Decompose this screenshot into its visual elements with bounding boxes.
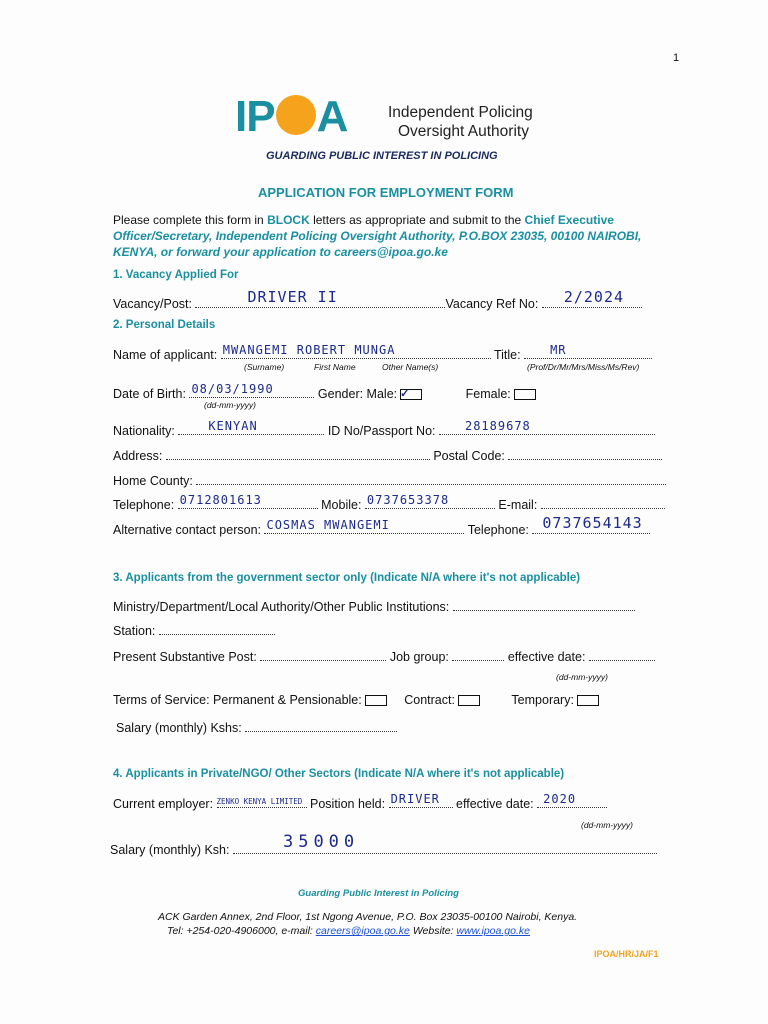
mobile-field[interactable]: 0737653378 <box>365 495 495 509</box>
gov-salary-row: Salary (monthly) Kshs: <box>116 718 397 735</box>
home-county-field[interactable] <box>196 471 666 485</box>
private-salary-row: Salary (monthly) Ksh: 35000 <box>110 840 657 857</box>
nationality-row: Nationality: KENYAN ID No/Passport No: 28189678 <box>113 421 655 438</box>
county-row: Home County: <box>113 471 666 488</box>
dob-hint: (dd-mm-yyyy) <box>204 400 256 410</box>
vacancy-ref-field[interactable]: 2/2024 <box>542 294 642 308</box>
private-salary-field[interactable]: 35000 <box>233 840 657 854</box>
ministry-field[interactable] <box>453 597 635 611</box>
female-checkbox[interactable] <box>514 389 536 400</box>
dob-field[interactable]: 08/03/1990 <box>189 384 314 398</box>
employer-field[interactable]: ZENKO KENYA LIMITED <box>217 794 307 808</box>
section4-heading: 4. Applicants in Private/NGO/ Other Sectors (Indicate N/A where it's not applicable) <box>113 768 565 780</box>
nationality-field[interactable]: KENYAN <box>178 421 324 435</box>
alt-contact-field[interactable]: COSMAS MWANGEMI <box>264 520 464 534</box>
terms-row: Terms of Service: Permanent & Pensionable: Contract: Temporary: <box>113 693 599 707</box>
first-name-hint: First Name <box>314 362 356 372</box>
vacancy-row: Vacancy/Post: DRIVER II Vacancy Ref No: 2/2024 <box>113 294 642 311</box>
gov-salary-field[interactable] <box>245 718 397 732</box>
station-row: Station: <box>113 621 275 638</box>
telephone-row: Telephone: 0712801613 Mobile: 0737653378 E-mail: <box>113 495 665 512</box>
permanent-checkbox[interactable] <box>365 695 387 706</box>
section2-heading: 2. Personal Details <box>113 319 216 331</box>
substantive-post-field[interactable] <box>260 647 386 661</box>
job-group-field[interactable] <box>452 647 504 661</box>
private-date-hint: (dd-mm-yyyy) <box>581 820 633 830</box>
dob-row: Date of Birth: 08/03/1990 Gender: Male: ✓ Female: <box>113 384 536 401</box>
title-hint: (Prof/Dr/Mr/Mrs/Miss/Ms/Rev) <box>527 362 640 372</box>
station-field[interactable] <box>159 621 275 635</box>
page-number: 1 <box>673 52 680 64</box>
footer-email-link[interactable]: careers@ipoa.go.ke <box>315 925 410 937</box>
vacancy-field[interactable]: DRIVER II <box>195 294 445 308</box>
footer-tagline: Guarding Public Interest in Policing <box>298 888 459 899</box>
name-row: Name of applicant: MWANGEMI ROBERT MUNGA Title: MR <box>113 345 652 362</box>
telephone-field[interactable]: 0712801613 <box>178 495 318 509</box>
form-title: APPLICATION FOR EMPLOYMENT FORM <box>258 185 514 200</box>
post-row: Present Substantive Post: Job group: effective date: <box>113 647 655 664</box>
gov-effective-date-field[interactable] <box>589 647 655 661</box>
title-field[interactable]: MR <box>524 345 652 359</box>
footer-contact: Tel: +254-020-4906000, e-mail: careers@ipoa.go.ke Website: www.ipoa.go.ke <box>167 925 530 937</box>
address-row: Address: Postal Code: <box>113 446 662 463</box>
address-field[interactable] <box>166 446 430 460</box>
gov-date-hint: (dd-mm-yyyy) <box>556 672 608 682</box>
logo-tagline: GUARDING PUBLIC INTEREST IN POLICING <box>266 150 498 162</box>
other-name-hint: Other Name(s) <box>382 362 439 372</box>
intro-text: Please complete this form in BLOCK letters as appropriate and submit to the Chief Executive Officer/Secretary, Independent Policing Oversight Authority, P.O.BOX 23035, 00100 NAIROBI, KENYA, or forward your application to careers@ipoa.go.ke <box>113 213 642 259</box>
employer-row: Current employer: ZENKO KENYA LIMITED Position held: DRIVER effective date: 2020 <box>113 794 607 811</box>
section3-heading: 3. Applicants from the government sector only (Indicate N/A where it's not applicable) <box>113 572 581 584</box>
alt-telephone-field[interactable]: 0737654143 <box>532 520 650 534</box>
contract-checkbox[interactable] <box>458 695 480 706</box>
sun-icon <box>276 95 316 135</box>
footer-website-link[interactable]: www.ipoa.go.ke <box>456 925 530 937</box>
id-field[interactable]: 28189678 <box>439 421 655 435</box>
org-name: Independent Policing Oversight Authority <box>388 104 533 140</box>
section1-heading: 1. Vacancy Applied For <box>113 269 239 281</box>
surname-hint: (Surname) <box>244 362 285 372</box>
ipoa-logo: IP A <box>235 92 349 141</box>
email-field[interactable] <box>541 495 665 509</box>
form-code: IPOA/HR/JA/F1 <box>594 949 659 959</box>
position-field[interactable]: DRIVER <box>389 794 453 808</box>
ministry-row: Ministry/Department/Local Authority/Other Public Institutions: <box>113 597 635 614</box>
name-field[interactable]: MWANGEMI ROBERT MUNGA <box>221 345 491 359</box>
temporary-checkbox[interactable] <box>577 695 599 706</box>
footer-address: ACK Garden Annex, 2nd Floor, 1st Ngong Avenue, P.O. Box 23035-00100 Nairobi, Kenya. <box>158 911 578 923</box>
male-checkbox[interactable]: ✓ <box>400 389 422 400</box>
postal-code-field[interactable] <box>508 446 662 460</box>
private-effective-date-field[interactable]: 2020 <box>537 794 607 808</box>
alt-contact-row: Alternative contact person: COSMAS MWANGEMI Telephone: 0737654143 <box>113 520 650 537</box>
